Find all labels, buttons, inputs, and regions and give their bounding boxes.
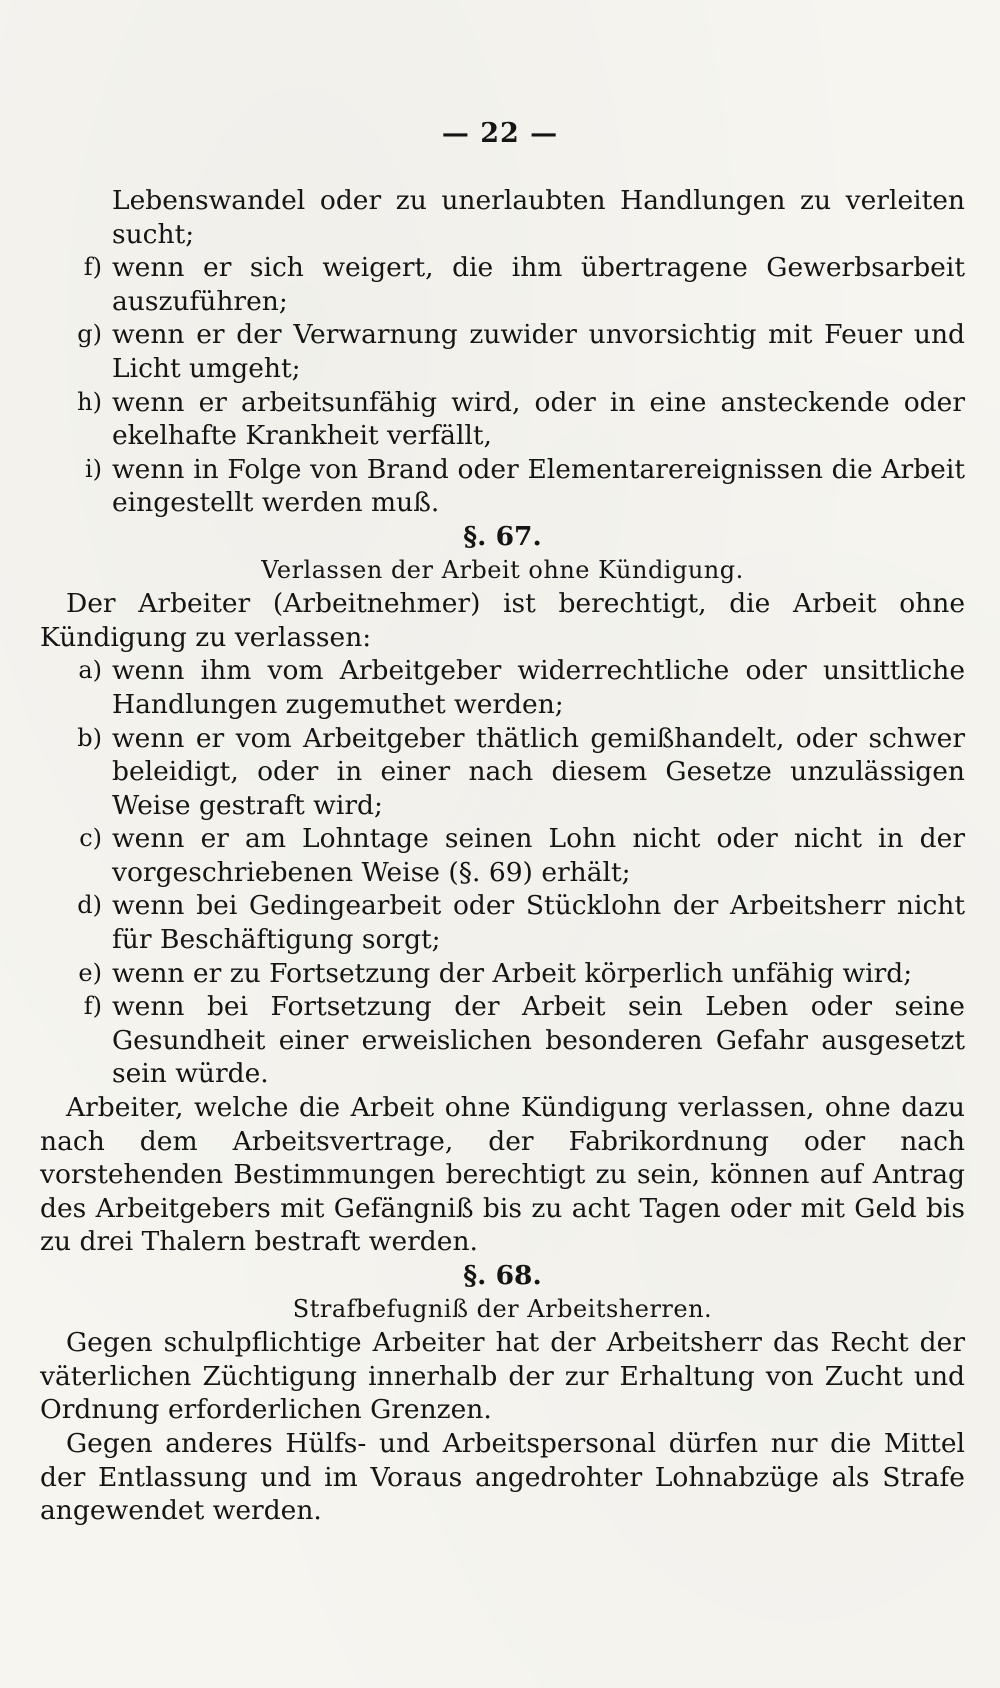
- section-67-title: Verlassen der Arbeit ohne Kündigung.: [261, 555, 744, 584]
- list-item-label: d): [77, 891, 102, 920]
- list-item-text: wenn er arbeitsunfähig wird, oder in eine ansteckende oder ekelhafte Krankheit verfällt,: [112, 386, 965, 452]
- list-item: [40, 822, 965, 889]
- list-item: [40, 251, 965, 318]
- section-68-title: Strafbefugniß der Arbeitsherren.: [292, 1294, 713, 1323]
- section-67-intro: Der Arbeiter (Arbeitnehmer) ist berechtigt, die Arbeit ohne Kündigung zu verlassen:: [40, 588, 965, 653]
- list-item-text: wenn bei Fortsetzung der Arbeit sein Leben oder seine Gesundheit einer erweislichen besonderen Gefahr ausgesetzt sein würde.: [112, 991, 965, 1090]
- list-item: [40, 990, 965, 1091]
- section-67-penalty: Arbeiter, welche die Arbeit ohne Kündigung verlassen, ohne dazu nach dem Arbeitsvertrage, der Fabrikordnung oder nach vorstehenden Bestimmungen berechtigt zu sein, können auf Antrag des Arbeitgebers mit Gefängniß bis zu acht Tagen oder mit Geld bis zu drei Thalern bestraft werden.: [40, 1092, 965, 1258]
- list-item-text: wenn in Folge von Brand oder Elementarereignissen die Arbeit eingestellt werden muß.: [112, 453, 965, 519]
- list-item: [40, 318, 965, 385]
- list-item-label: e): [78, 958, 102, 987]
- list-item-text: wenn bei Gedingearbeit oder Stücklohn der Arbeitsherr nicht für Beschäftigung sorgt;: [112, 890, 965, 956]
- page-number: — 22 —: [441, 118, 559, 149]
- list-item: [40, 722, 965, 823]
- list-item-label: h): [77, 387, 102, 416]
- list-item-text: wenn er zu Fortsetzung der Arbeit körperlich unfähig wird;: [112, 957, 913, 989]
- list-item-text: wenn er sich weigert, die ihm übertragene Gewerbsarbeit auszuführen;: [112, 252, 965, 317]
- list-item-label: g): [77, 320, 102, 349]
- list-67: [40, 654, 965, 1091]
- section-68-number: §. 68.: [463, 1260, 542, 1291]
- list-item-label: b): [77, 723, 102, 752]
- list-item-text: wenn er der Verwarnung zuwider unvorsichtig mit Feuer und Licht umgeht;: [112, 319, 965, 384]
- list-item-label: i): [84, 454, 102, 483]
- section-68-paragraph-2: Gegen anderes Hülfs- und Arbeitspersonal dürfen nur die Mittel der Entlassung und im Voraus angedrohter Lohnabzüge als Strafe angewendet werden.: [40, 1427, 965, 1527]
- continuation-text: Lebenswandel oder zu unerlaubten Handlungen zu verleiten sucht;: [112, 185, 965, 250]
- list-item: [40, 957, 965, 991]
- list-item-text: wenn er vom Arbeitgeber thätlich gemißhandelt, oder schwer beleidigt, oder in einer nach diesem Gesetze unzulässigen Weise gestraft wird;: [112, 722, 965, 821]
- list-item: [40, 453, 965, 520]
- section-68-paragraph-1: Gegen schulpflichtige Arbeiter hat der Arbeitsherr das Recht der väterlichen Züchtigung innerhalb der zur Erhaltung von Zucht und Ordnung erforderlichen Grenzen.: [40, 1327, 965, 1426]
- list-item-label: a): [78, 656, 102, 685]
- list-item-label: f): [83, 253, 102, 282]
- list-item: [40, 654, 965, 721]
- section-67-number: §. 67.: [463, 520, 542, 552]
- list-item: [40, 889, 965, 956]
- list-item-label: c): [79, 824, 102, 853]
- page-body: [40, 184, 965, 1528]
- list-item-text: wenn ihm vom Arbeitgeber widerrechtliche oder unsittliche Handlungen zugemuthet werden;: [112, 655, 965, 720]
- list-item: [40, 386, 965, 453]
- list-item-label: f): [83, 992, 102, 1021]
- list-item-text: wenn er am Lohntage seinen Lohn nicht oder nicht in der vorgeschriebenen Weise (§. 69) erhält;: [112, 823, 965, 888]
- list-top: [40, 251, 965, 520]
